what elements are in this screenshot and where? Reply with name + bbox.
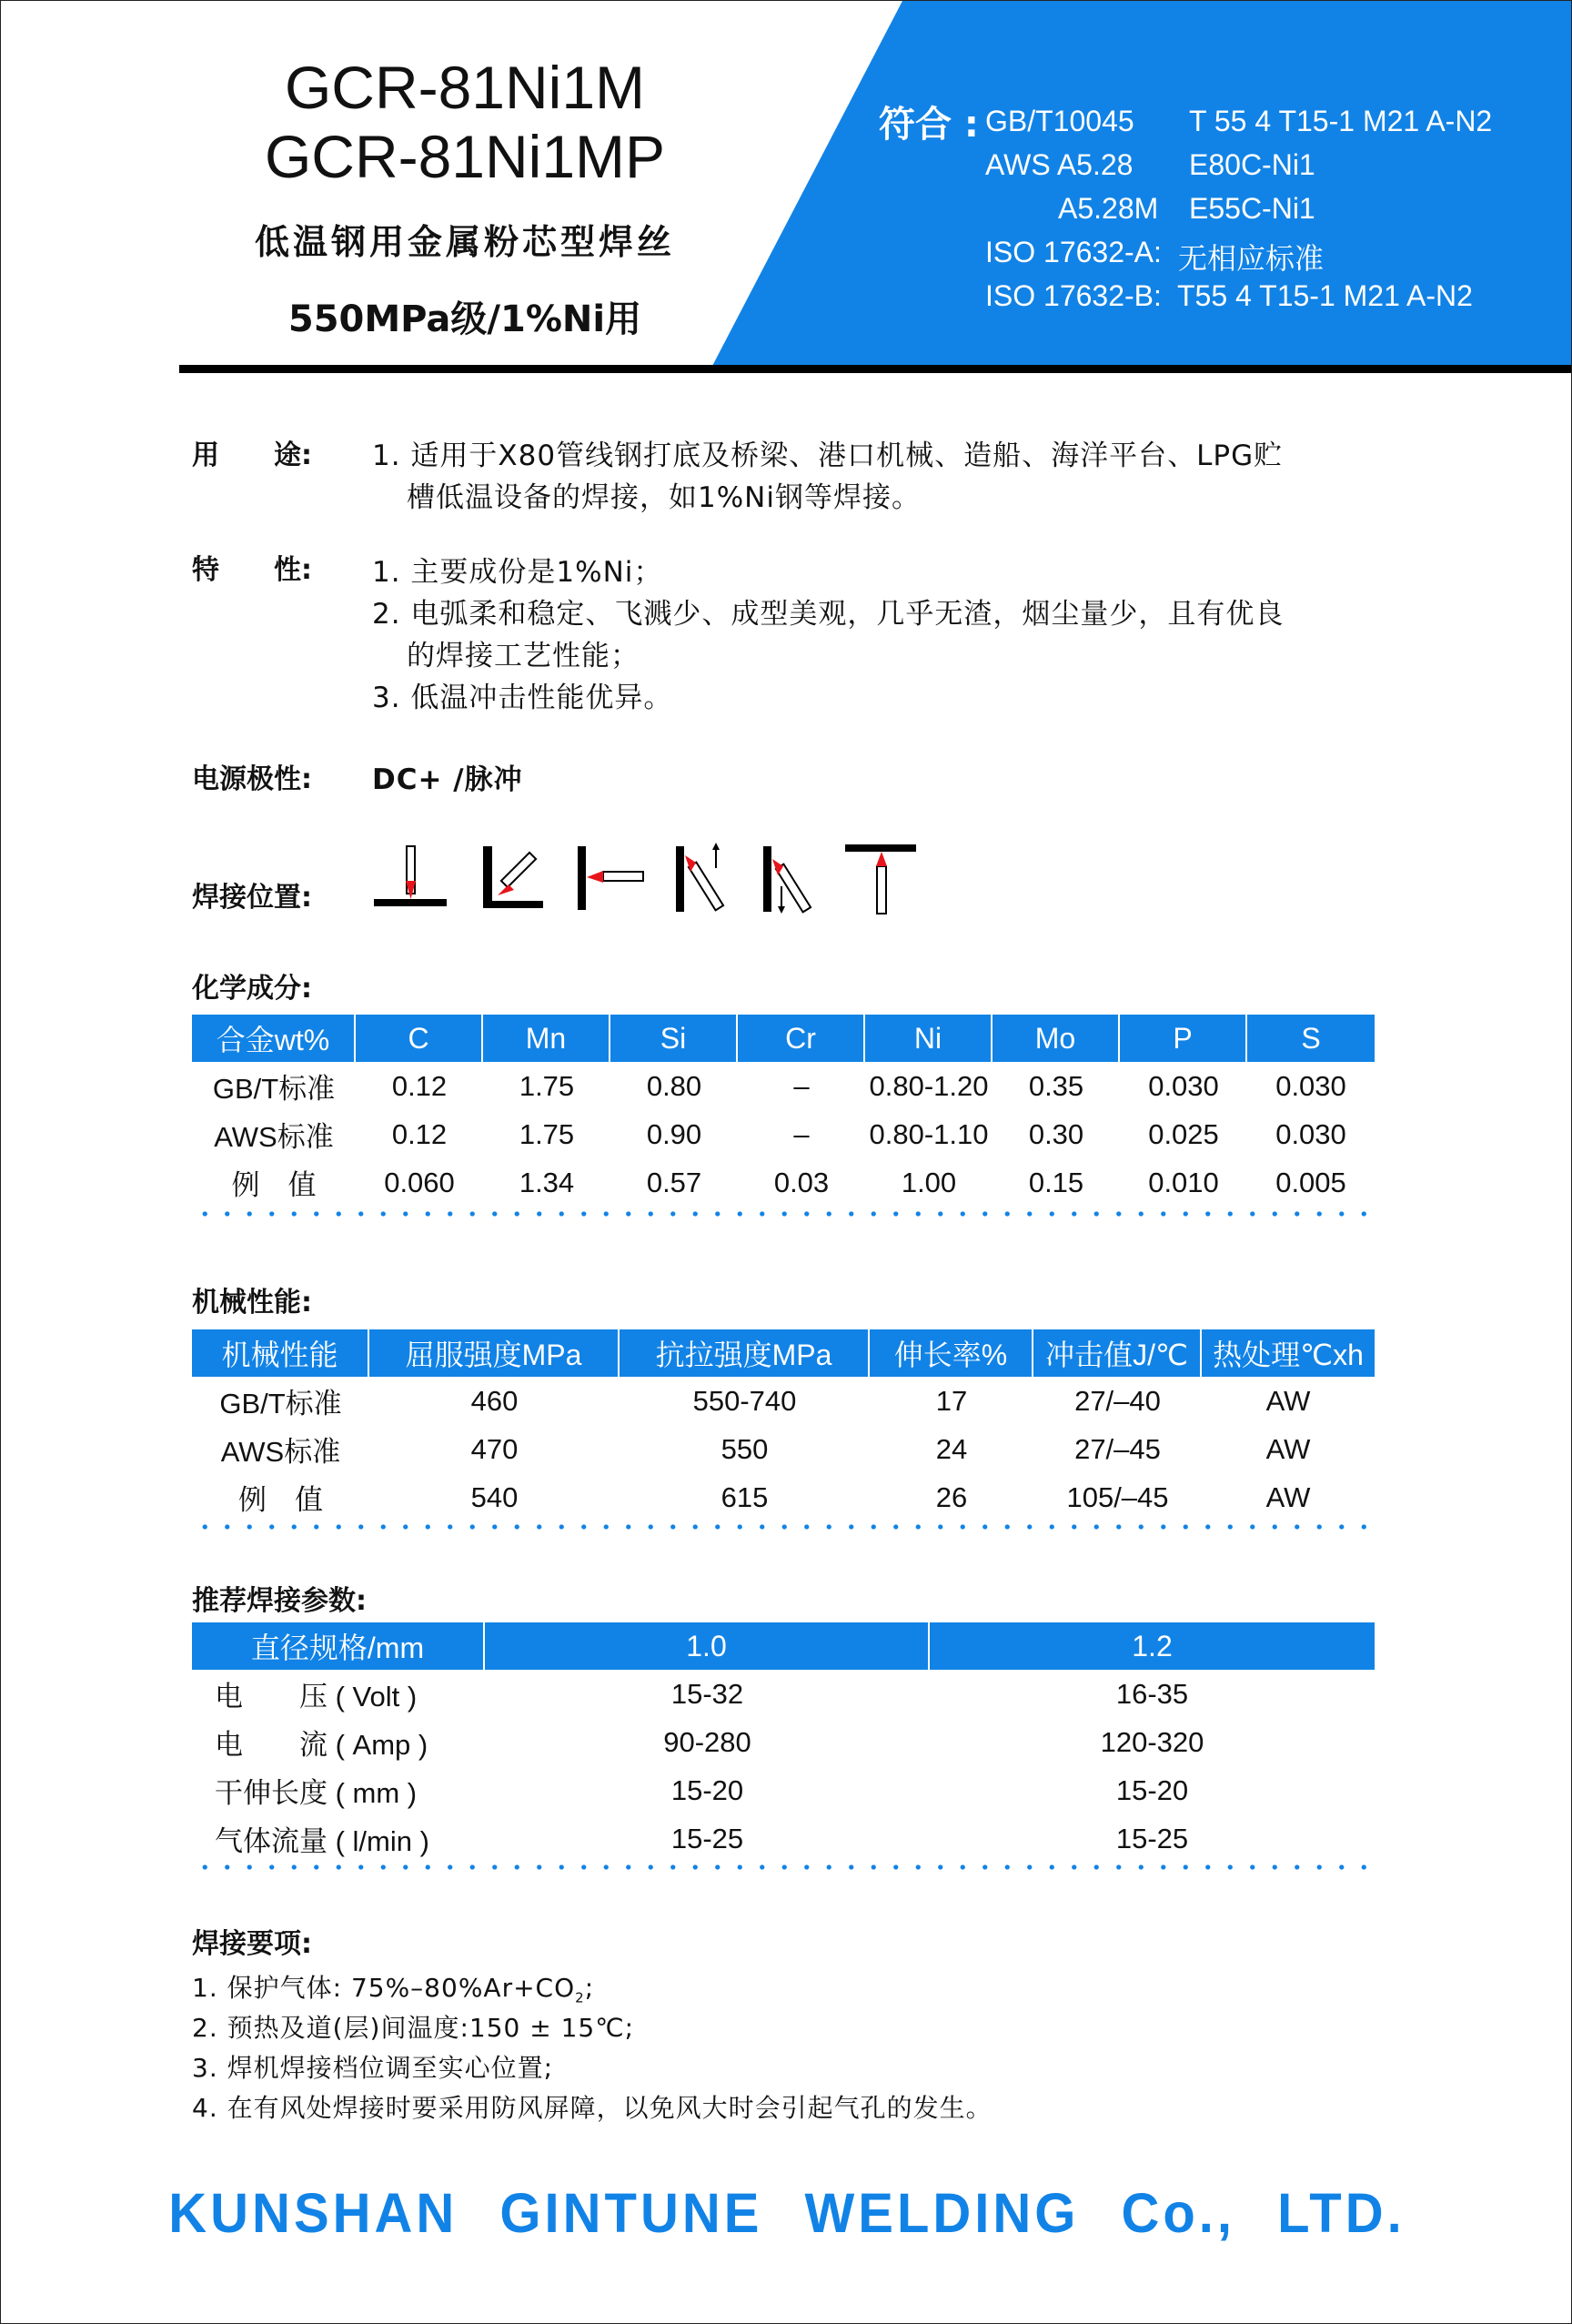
table-cell: 0.12 [391,1069,448,1102]
table-row [192,1718,1375,1766]
positions-label: 焊接位置: [192,882,312,914]
table-cell: 1.75 [519,1117,575,1150]
chem-title: 化学成分: [192,973,312,1005]
feature-line: 2. 电弧柔和稳定、飞溅少、成型美观，几乎无渣，烟尘量少，且有优良 [372,598,1285,631]
chem-col-header: Si [610,1015,738,1062]
table-cell: 1.75 [519,1069,575,1102]
chem-col-header: S [1301,1021,1321,1055]
feature-line: 3. 低温冲击性能优异。 [372,682,673,714]
params-col-header: 直径规格/mm [192,1622,485,1670]
table-cell: 0.03 [773,1166,830,1198]
table-row [192,1062,1375,1110]
table-cell: – [793,1069,810,1102]
table-row [192,1766,1375,1814]
notes-title: 焊接要项: [192,1928,312,1960]
mech-table-header [192,1329,1375,1377]
mech-col-header: 冲击值J/℃ [1033,1329,1202,1377]
standard-name: ISO 17632-B: [985,279,1162,312]
table-cell: 16-35 [1115,1677,1189,1710]
chem-col-header: P [1120,1015,1247,1062]
row-label: GB/T标准 [212,1073,336,1105]
table-cell: 26 [935,1480,968,1513]
chem-col-header: Cr [738,1015,865,1062]
row-label: 例 值 [238,1484,323,1516]
table-cell: 17 [935,1384,968,1417]
flat-fillet-icon [372,843,450,915]
chem-col-header: Mo [993,1015,1120,1062]
product-subtitle: 低温钢用金属粉芯型焊丝 [254,222,675,262]
table-row [192,1670,1375,1718]
table-cell: 470 [470,1432,519,1465]
row-label: GB/T标准 [219,1388,342,1420]
feature-line: 的焊接工艺性能； [407,640,640,672]
chem-col-header: C [356,1015,483,1062]
table-cell: 0.30 [1028,1117,1084,1150]
params-col-header: 1.2 [1132,1629,1173,1662]
table-cell: 24 [935,1432,968,1465]
row-label: 例 值 [231,1169,317,1201]
standard-code: E80C-Ni1 [1189,148,1315,181]
table-cell: 460 [470,1384,519,1417]
table-cell: 27/–40 [1074,1384,1161,1417]
row-label: AWS标准 [220,1436,341,1468]
vertical-up-icon [674,843,734,915]
table-cell: AW [1265,1384,1311,1417]
header-divider [179,365,1571,373]
chem-col-header: Ni [865,1015,993,1062]
row-label: 电 压 ( Volt ) [215,1681,418,1713]
table-cell: 1.00 [901,1166,957,1198]
table-cell: – [793,1117,810,1150]
mech-col-header: 伸长率% [870,1329,1033,1377]
params-col-header: 1.0 [485,1622,930,1670]
feature-line: 1. 主要成份是1%Ni； [372,556,663,589]
chem-col-header: 合金wt% [192,1015,356,1062]
table-cell: 0.060 [384,1166,455,1198]
note-line [192,1968,594,2006]
table-cell: 90-280 [663,1725,751,1758]
row-label: 电 流 ( Amp ) [215,1729,428,1761]
table-cell: 0.030 [1275,1117,1346,1150]
standard-code: E55C-Ni1 [1189,192,1315,225]
row-label: 干伸长度 ( mm ) [215,1777,418,1809]
usage-label: 用 途: [192,440,312,471]
table-cell: 0.030 [1148,1069,1219,1102]
table-row [192,1110,1375,1158]
dotted-divider [194,1211,1376,1217]
usage-line: 1. 适用于X80管线钢打底及桥梁、港口机械、造船、海洋平台、LPG贮 [372,440,1284,472]
table-cell: 540 [470,1480,519,1513]
header-blue-band [710,1,1571,369]
table-cell: 0.010 [1148,1166,1219,1198]
table-cell: 550-740 [692,1384,797,1417]
table-cell: 27/–45 [1074,1432,1161,1465]
table-cell: 0.57 [646,1166,702,1198]
table-cell: 0.030 [1275,1069,1346,1102]
standard-name: AWS A5.28 [985,148,1134,181]
note-text: 1. 保护气体: 75%–80%Ar+CO [192,1973,576,2003]
chem-col-header: Mn [483,1015,610,1062]
params-table-header [192,1622,1375,1670]
table-cell: 0.12 [391,1117,448,1150]
horizontal-position-icon [576,843,645,915]
table-cell: 0.15 [1028,1166,1084,1198]
note-subscript: 2 [575,1989,585,2006]
horizontal-fillet-icon [481,843,545,915]
params-title: 推荐焊接参数: [192,1585,367,1617]
table-cell: 15-32 [670,1677,744,1710]
mech-col-header: 抗拉强度MPa [620,1329,870,1377]
table-cell: 0.35 [1028,1069,1084,1102]
table-cell: 105/–45 [1066,1480,1169,1513]
standard-name: ISO 17632-A: [985,236,1162,268]
note-text: ; [584,1973,595,2003]
table-cell: 15-20 [1115,1773,1189,1806]
table-row [192,1377,1375,1425]
mech-col-header: 机械性能 [192,1329,369,1377]
overhead-position-icon [845,843,918,915]
product-grade: 550MPa级/1%Ni用 [287,298,642,340]
table-cell: 15-20 [670,1773,744,1806]
mech-col-header: 热处理℃xh [1213,1339,1364,1371]
row-label: 气体流量 ( l/min ) [215,1825,429,1857]
polarity-value: DC+ /脉冲 [372,763,523,796]
table-cell: AW [1265,1480,1311,1513]
product-name-1: GCR-81Ni1M [284,54,646,121]
standard-name: GB/T10045 [985,105,1134,137]
standard-code: T 55 4 T15-1 M21 A-N2 [1189,105,1493,137]
product-name-2: GCR-81Ni1MP [264,123,666,190]
standards-label: 符合 : [879,104,979,146]
vertical-down-icon [761,843,821,915]
features-label: 特 性: [192,554,312,586]
note-line: 2. 预热及道(层)间温度:150 ± 15℃; [192,2013,635,2043]
table-cell: 0.90 [646,1117,702,1150]
mech-title: 机械性能: [192,1287,312,1319]
company-name: KUNSHAN GINTUNE WELDING Co., LTD. [168,2182,1406,2245]
polarity-label: 电源极性: [192,763,312,795]
table-cell: 0.80-1.10 [869,1117,989,1150]
table-cell: 615 [720,1480,769,1513]
standard-name: A5.28M [1058,192,1159,225]
mech-col-header: 屈服强度MPa [369,1329,620,1377]
table-row [192,1158,1375,1207]
table-row [192,1814,1375,1863]
standard-code: 无相应标准 [1178,242,1325,275]
table-cell: 0.80 [646,1069,702,1102]
usage-line: 槽低温设备的焊接，如1%Ni钢等焊接。 [407,481,921,514]
standard-code: T55 4 T15-1 M21 A-N2 [1177,279,1473,312]
table-row [192,1425,1375,1473]
table-cell: 120-320 [1100,1725,1204,1758]
table-cell: 0.025 [1148,1117,1219,1150]
note-line: 3. 焊机焊接档位调至实心位置; [192,2053,554,2083]
dotted-divider [194,1864,1376,1870]
row-label: AWS标准 [214,1121,334,1153]
table-cell: AW [1265,1432,1311,1465]
table-row [192,1473,1375,1521]
table-cell: 15-25 [1115,1822,1189,1854]
chem-table-header [192,1015,1375,1062]
note-line: 4. 在有风处焊接时要采用防风屏障，以免风大时会引起气孔的发生。 [192,2093,993,2123]
table-cell: 15-25 [670,1822,744,1854]
dotted-divider [194,1524,1376,1530]
table-cell: 1.34 [519,1166,575,1198]
table-cell: 0.005 [1275,1166,1346,1198]
table-cell: 0.80-1.20 [869,1069,989,1102]
table-cell: 550 [720,1432,769,1465]
